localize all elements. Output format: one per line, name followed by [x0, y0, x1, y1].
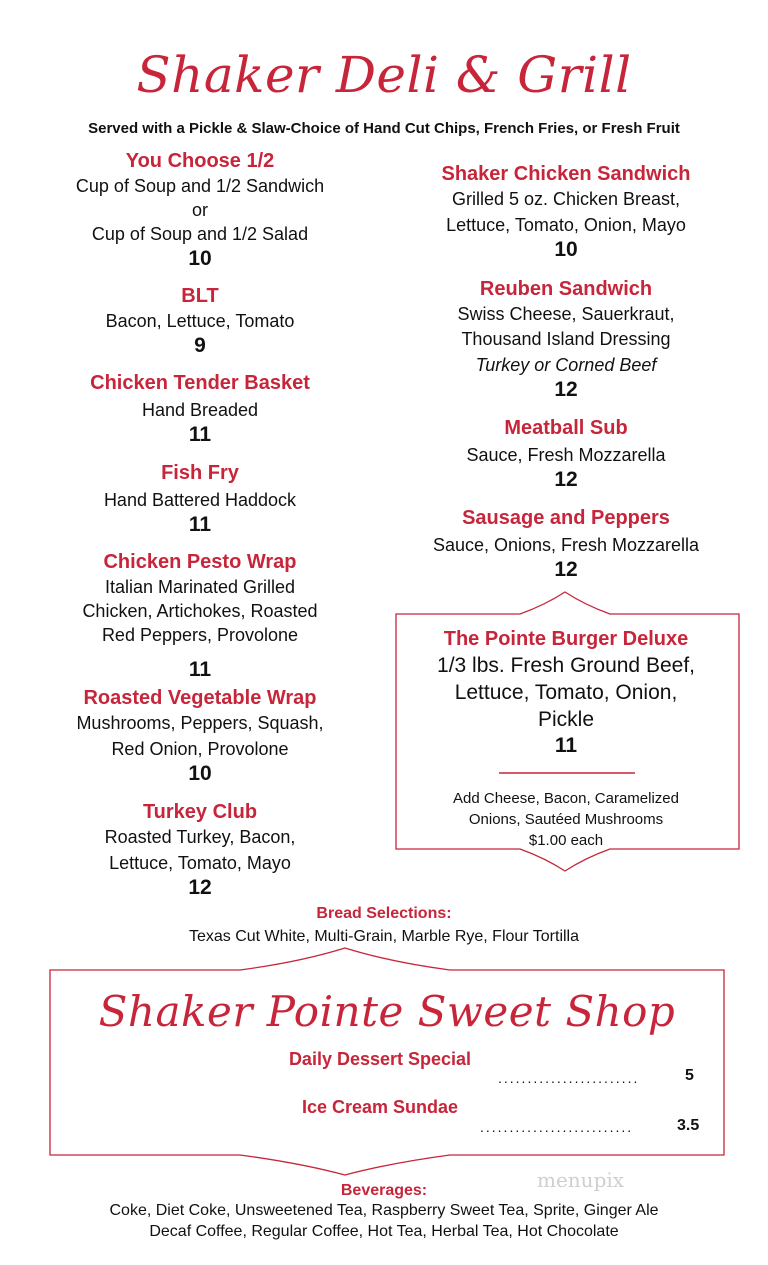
menu-item-you-choose: [40, 148, 360, 272]
item-desc: Sauce, Onions, Fresh Mozzarella: [432, 535, 700, 555]
bread-text: Texas Cut White, Multi-Grain, Marble Rye, Flour Tortilla: [188, 928, 580, 945]
item-desc: 1/3 lbs. Fresh Ground Beef,: [437, 654, 695, 677]
menu-item-blt: [40, 283, 360, 359]
item-desc: Thousand Island Dressing: [461, 329, 671, 349]
item-price: 11: [188, 513, 212, 536]
item-name: Fish Fry: [161, 462, 239, 484]
item-name: Shaker Chicken Sandwich: [441, 163, 691, 185]
menu-item-meatball: [398, 415, 734, 493]
beverages-title: Beverages:: [340, 1182, 428, 1199]
item-name: You Choose 1/2: [125, 150, 275, 172]
dessert-special-name: Daily Dessert Special: [288, 1049, 472, 1069]
addon-line: Add Cheese, Bacon, Caramelized: [453, 790, 679, 807]
item-price: 11: [188, 423, 212, 446]
item-desc: Italian Marinated Grilled: [104, 577, 296, 597]
ice-cream-dots: ..........................: [480, 1119, 634, 1135]
item-price: 12: [554, 468, 578, 491]
item-desc: Cup of Soup and 1/2 Salad: [91, 224, 309, 244]
item-desc: Hand Breaded: [141, 400, 259, 420]
menu-item-sausage: [398, 505, 734, 583]
item-desc: Cup of Soup and 1/2 Sandwich: [75, 176, 325, 196]
item-desc: Pickle: [537, 708, 595, 731]
sweet-shop-title: Shaker Pointe Sweet Shop: [98, 987, 676, 1036]
dessert-special-dots: ........................: [498, 1070, 640, 1086]
item-name: Chicken Tender Basket: [90, 372, 310, 394]
item-price: 11: [554, 734, 578, 757]
item-desc: Grilled 5 oz. Chicken Breast,: [451, 189, 681, 209]
bread-title: Bread Selections:: [316, 905, 452, 922]
beverages-line: Coke, Diet Coke, Unsweetened Tea, Raspberry Sweet Tea, Sprite, Ginger Ale: [109, 1202, 659, 1219]
item-name: Reuben Sandwich: [479, 278, 653, 300]
item-name: Roasted Vegetable Wrap: [83, 687, 317, 709]
item-price: 10: [188, 762, 212, 785]
watermark-text: menupix: [537, 1168, 625, 1192]
item-price: 9: [194, 334, 206, 357]
item-name: Meatball Sub: [504, 417, 628, 439]
item-name: Turkey Club: [142, 801, 258, 823]
menu-item-fish-fry: [40, 460, 360, 538]
page-subtitle: Served with a Pickle & Slaw-Choice of Hand Cut Chips, French Fries, or Fresh Fruit: [88, 120, 680, 137]
item-desc: Bacon, Lettuce, Tomato: [105, 311, 295, 331]
item-desc: Red Peppers, Provolone: [101, 625, 299, 645]
menu-item-chicken-tender: [40, 370, 360, 448]
item-price: 12: [554, 558, 578, 581]
item-desc: Swiss Cheese, Sauerkraut,: [457, 304, 675, 324]
item-desc: Sauce, Fresh Mozzarella: [466, 445, 666, 465]
menu-item-reuben: [398, 276, 734, 403]
item-desc: Lettuce, Tomato, Onion,: [454, 681, 678, 704]
ice-cream-price: 3.5: [677, 1117, 700, 1134]
beverages-line: Decaf Coffee, Regular Coffee, Hot Tea, Herbal Tea, Hot Chocolate: [149, 1223, 619, 1240]
menu-item-shaker-chicken: [398, 161, 734, 263]
item-desc: Lettuce, Tomato, Onion, Mayo: [446, 215, 686, 235]
item-name: Chicken Pesto Wrap: [103, 551, 297, 573]
page-title: Shaker Deli & Grill: [136, 46, 632, 104]
menu-item-roasted-veg: [40, 685, 360, 787]
item-price: 10: [554, 238, 578, 261]
item-name: Sausage and Peppers: [462, 507, 670, 529]
item-name: The Pointe Burger Deluxe: [443, 628, 689, 650]
menu-item-chicken-pesto: [40, 549, 360, 683]
item-desc: Hand Battered Haddock: [103, 490, 297, 510]
addon-line: Onions, Sautéed Mushrooms: [468, 811, 664, 828]
item-price: 12: [554, 378, 578, 401]
menu-item-burger: [398, 626, 734, 759]
item-price: 11: [188, 658, 212, 681]
item-price: 12: [188, 876, 212, 899]
burger-addons: [398, 788, 734, 851]
item-desc: or: [191, 200, 208, 220]
ice-cream-name: Ice Cream Sundae: [301, 1097, 459, 1117]
item-desc: Roasted Turkey, Bacon,: [104, 827, 296, 847]
item-desc-italic: Turkey or Corned Beef: [475, 355, 657, 375]
item-desc: Mushrooms, Peppers, Squash,: [76, 713, 324, 733]
addon-line: $1.00 each: [528, 832, 604, 849]
item-desc: Chicken, Artichokes, Roasted: [82, 601, 318, 621]
item-desc: Lettuce, Tomato, Mayo: [109, 853, 291, 873]
dessert-special-price: 5: [685, 1067, 694, 1084]
menu-item-turkey-club: [40, 799, 360, 901]
item-name: BLT: [181, 285, 219, 307]
item-price: 10: [188, 247, 212, 270]
item-desc: Red Onion, Provolone: [111, 739, 289, 759]
